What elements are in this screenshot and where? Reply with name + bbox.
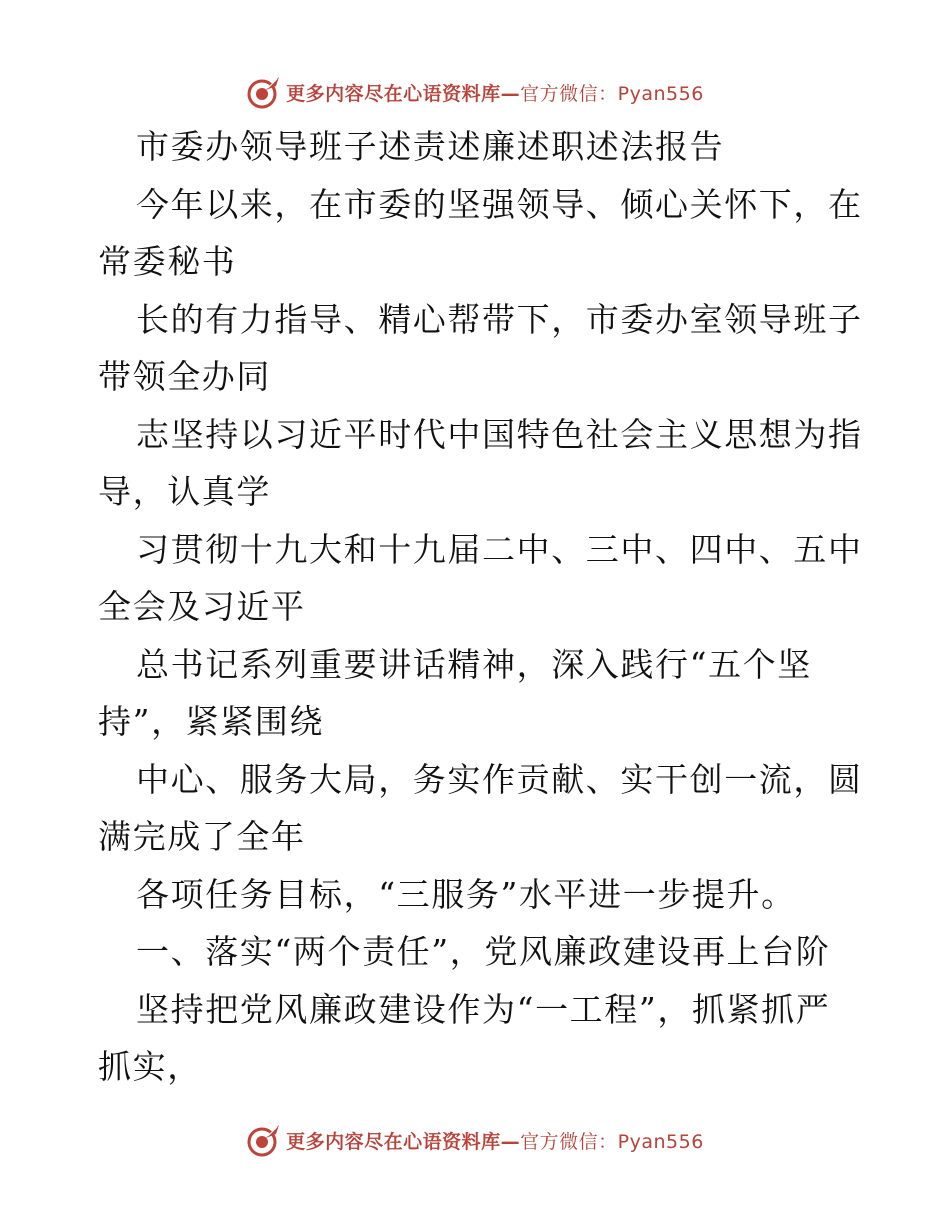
doc-line: 坚持把党风廉政建设作为“一工程”，抓紧抓严	[136, 989, 831, 1029]
doc-line: 志坚持以习近平时代中国特色社会主义思想为指	[136, 414, 863, 454]
doc-line: 中心、服务大局，务实作贡献、实干创一流，圆	[136, 759, 863, 799]
doc-line: 长的有力指导、精心帮带下，市委办室领导班子	[136, 299, 863, 339]
quill-logo-icon	[246, 74, 282, 110]
doc-line: 带领全办同	[98, 357, 271, 396]
doc-line: 今年以来，在市委的坚强领导、倾心关怀下，在	[136, 184, 863, 224]
doc-line: 抓实，	[98, 1047, 202, 1086]
doc-line: 总书记系列重要讲话精神，深入践行“五个坚	[136, 644, 812, 684]
doc-line: 各项任务目标，“三服务”水平进一步提升。	[136, 874, 796, 914]
document-body	[98, 118, 863, 1096]
wechat-id: 官方微信：Pyan556	[520, 1130, 704, 1153]
doc-line: 常委秘书	[98, 242, 237, 281]
wechat-id: 官方微信：Pyan556	[520, 82, 704, 105]
header-banner	[0, 72, 950, 112]
doc-line: 全会及习近平	[98, 587, 306, 626]
quill-logo-icon	[246, 1122, 282, 1158]
doc-line: 导，认真学	[98, 472, 271, 511]
banner-text: 更多内容尽在心语资料库—官方微信：Pyan556	[286, 82, 704, 105]
footer-banner	[0, 1120, 950, 1160]
doc-line: 习贯彻十九大和十九届二中、三中、四中、五中	[136, 529, 863, 569]
banner-text: 更多内容尽在心语资料库—官方微信：Pyan556	[286, 1130, 704, 1153]
doc-title: 市委办领导班子述责述廉述职述法报告	[136, 127, 725, 166]
doc-line: 持”，紧紧围绕	[98, 702, 325, 741]
section-heading: 一、落实“两个责任”，党风廉政建设再上台阶	[136, 932, 831, 971]
doc-line: 满完成了全年	[98, 817, 306, 856]
